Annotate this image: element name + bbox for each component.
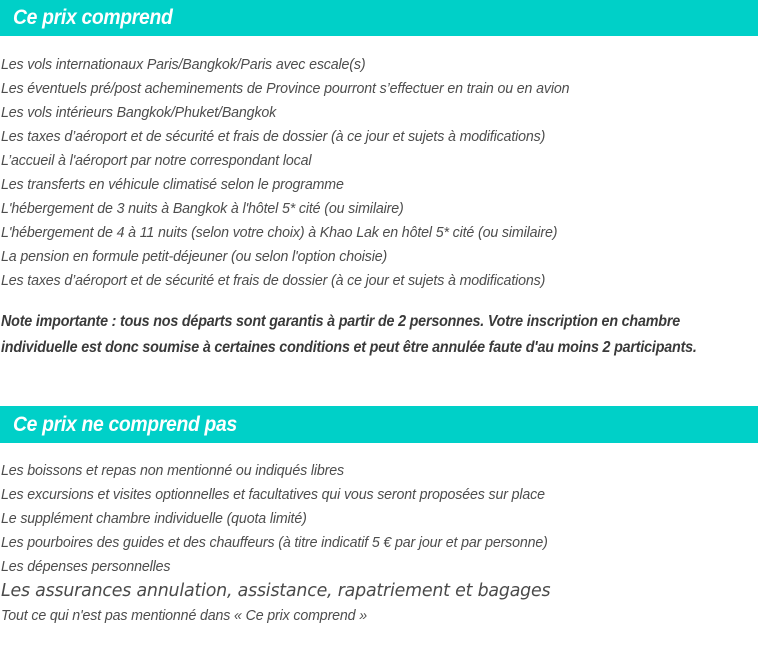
list-item: Les vols intérieurs Bangkok/Phuket/Bangkok — [1, 104, 277, 121]
list-item: Les boissons et repas non mentionné ou indiqués libres — [1, 462, 344, 479]
section-header-excluded — [0, 406, 758, 443]
list-item: Les pourboires des guides et des chauffeurs (à titre indicatif 5 € par jour et par personne) — [1, 534, 548, 551]
list-item: Les vols internationaux Paris/Bangkok/Paris avec escale(s) — [1, 56, 366, 73]
list-item: La pension en formule petit-déjeuner (ou selon l'option choisie) — [1, 248, 388, 265]
list-item: Les taxes d’aéroport et de sécurité et frais de dossier (à ce jour et sujets à modifications) — [1, 272, 546, 289]
included-item-list — [1, 53, 758, 293]
spacer — [0, 443, 758, 459]
important-note-line: individuelle est donc soumise à certaines conditions et peut être annulée faute d'au moins 2 participants. — [1, 339, 697, 356]
list-item: Les dépenses personnelles — [1, 558, 171, 575]
important-note — [1, 309, 758, 361]
list-item: Le supplément chambre individuelle (quota limité) — [1, 510, 307, 527]
spacer — [0, 36, 758, 53]
section-title-included: Ce prix comprend — [13, 5, 173, 30]
section-title-excluded: Ce prix ne comprend pas — [13, 411, 237, 436]
section-body-excluded — [0, 459, 758, 628]
section-body-included — [0, 53, 758, 361]
list-item: L'hébergement de 3 nuits à Bangkok à l'hôtel 5* cité (ou similaire) — [1, 200, 404, 217]
spacer — [0, 361, 758, 406]
list-item: Les assurances annulation, assistance, rapatriement et bagages — [1, 581, 551, 601]
list-item: L'hébergement de 4 à 11 nuits (selon votre choix) à Khao Lak en hôtel 5* cité (ou similaire) — [1, 224, 558, 241]
excluded-item-list — [1, 459, 758, 628]
list-item: Les transferts en véhicule climatisé selon le programme — [1, 176, 344, 193]
list-item: Les éventuels pré/post acheminements de Province pourront s’effectuer en train ou en avion — [1, 80, 570, 97]
spacer — [1, 293, 758, 309]
list-item: L’accueil à l'aéroport par notre correspondant local — [1, 152, 312, 169]
important-note-line: Note importante : tous nos départs sont garantis à partir de 2 personnes. Votre inscription en chambre — [1, 313, 680, 330]
section-header-included — [0, 0, 758, 36]
list-item: Les taxes d’aéroport et de sécurité et frais de dossier (à ce jour et sujets à modifications) — [1, 128, 546, 145]
list-item: Les excursions et visites optionnelles et facultatives qui vous seront proposées sur place — [1, 486, 545, 503]
list-item: Tout ce qui n'est pas mentionné dans « Ce prix comprend » — [1, 607, 367, 624]
